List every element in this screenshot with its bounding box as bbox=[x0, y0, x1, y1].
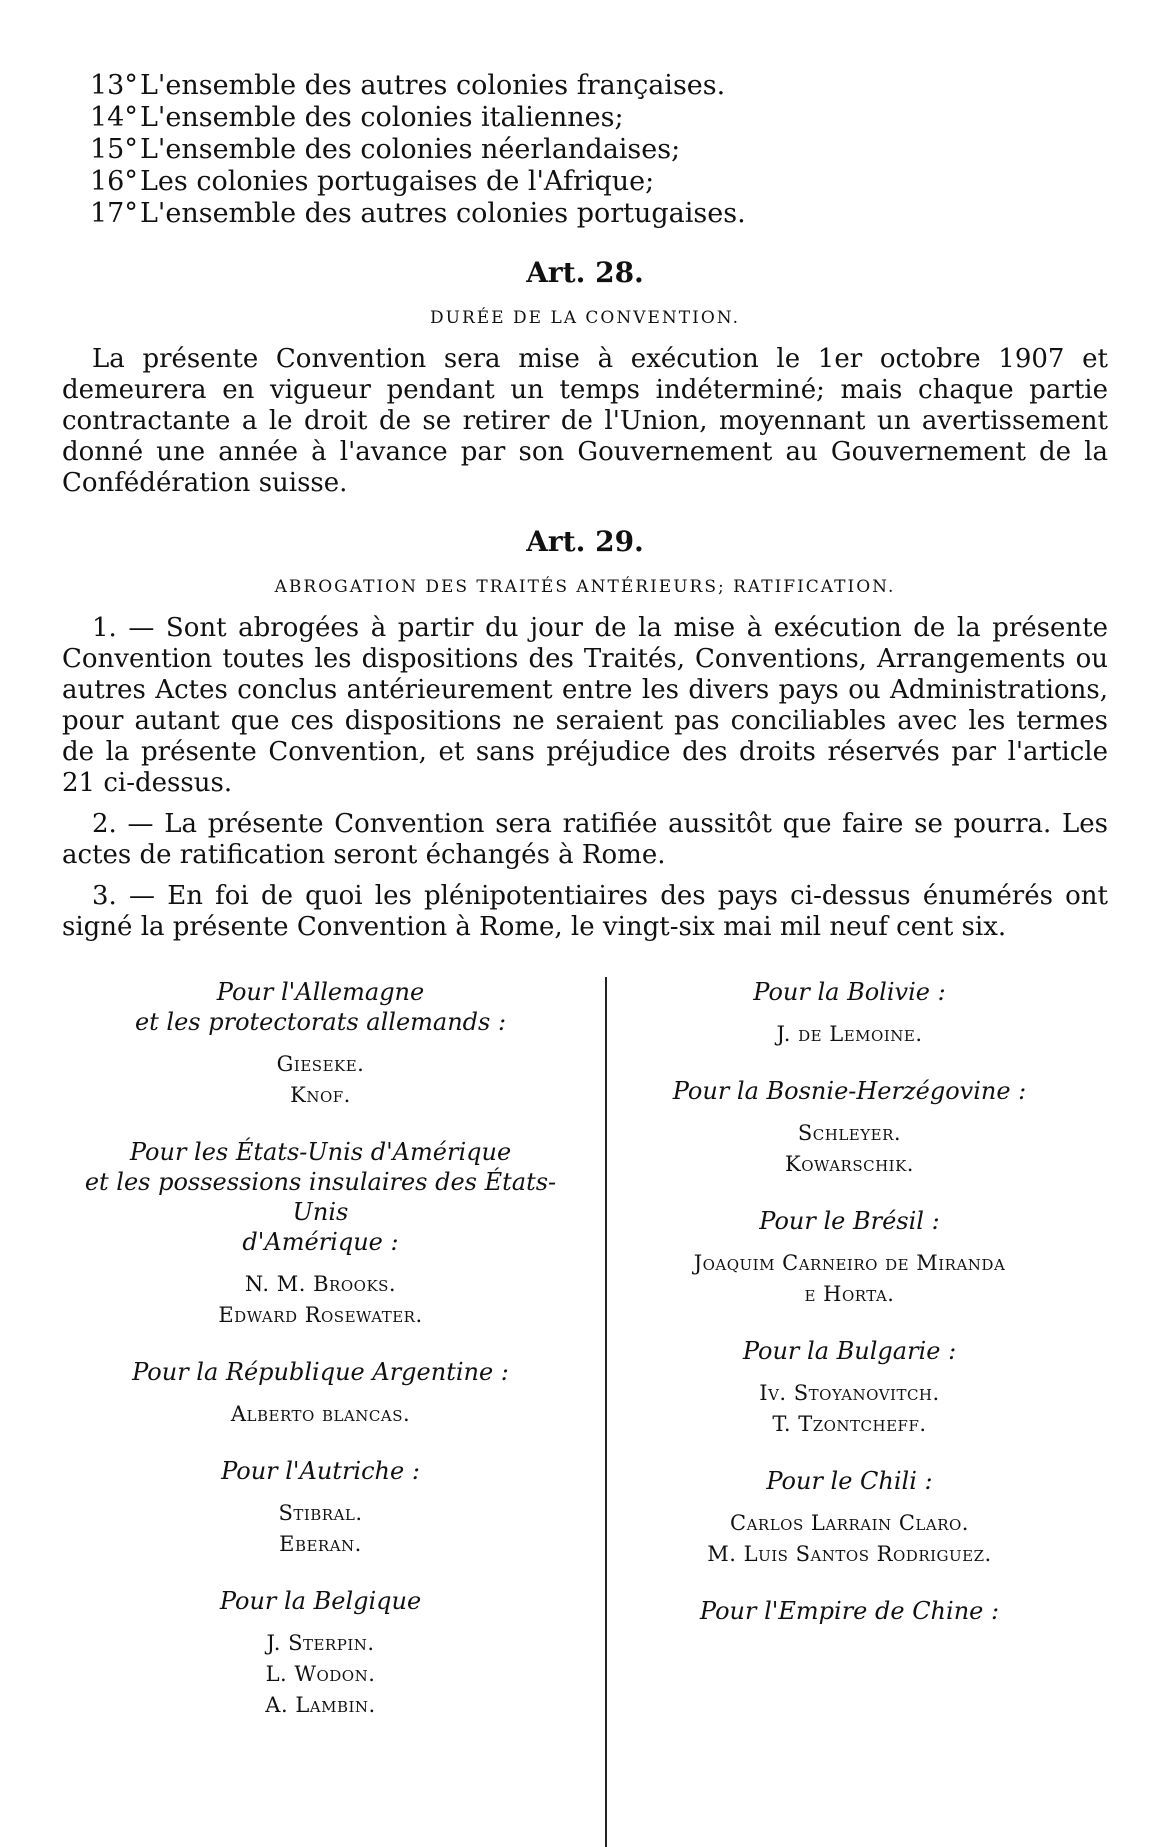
signatory-name: e Horta. bbox=[804, 1282, 895, 1306]
signatory-name: M. Luis Santos Rodriguez. bbox=[707, 1542, 992, 1566]
enum-number: 14° bbox=[90, 102, 138, 133]
signatory-country: Pour le Chili : bbox=[766, 1467, 933, 1495]
article-29-paragraph-2: 2. — La présente Convention sera ratifiée aussitôt que faire se pourra. Les actes de ratification seront échangés à Rome. bbox=[62, 809, 1108, 870]
signatory-names bbox=[62, 1498, 579, 1560]
signatory-names bbox=[591, 1378, 1108, 1440]
article-29-paragraph-3: 3. — En foi de quoi les plénipotentiaires des pays ci-dessus énumérés ont signé la présente Convention à Rome, le vingt-six mai mil neuf cent six. bbox=[62, 881, 1108, 942]
signatory-country: Pour l'Allemagne et les protectorats allemands : bbox=[134, 978, 507, 1036]
enum-item bbox=[90, 102, 1108, 134]
signatory-name: Iv. Stoyanovitch. bbox=[759, 1381, 940, 1405]
signatory-name: L. Wodon. bbox=[265, 1662, 376, 1686]
enumeration-list bbox=[90, 70, 1108, 230]
signatory-country: Pour l'Autriche : bbox=[221, 1457, 420, 1485]
signatory-country: Pour la Bulgarie : bbox=[742, 1337, 957, 1365]
enum-item bbox=[90, 70, 1108, 102]
enum-text: L'ensemble des autres colonies portugaises. bbox=[140, 198, 746, 229]
enum-text: L'ensemble des colonies italiennes; bbox=[140, 102, 624, 133]
signatory-name: J. de Lemoine. bbox=[776, 1022, 923, 1046]
article-28-subtitle: DURÉE DE LA CONVENTION. bbox=[430, 308, 740, 328]
enum-number: 16° bbox=[90, 166, 138, 197]
column-divider bbox=[605, 977, 607, 1847]
signatory-name: A. Lambin. bbox=[265, 1693, 376, 1717]
signatory-name: T. Tzontcheff. bbox=[772, 1412, 927, 1436]
signatory-country: Pour la Belgique bbox=[219, 1587, 422, 1615]
signatory-name: Eberan. bbox=[279, 1532, 362, 1556]
signatory-names bbox=[591, 1019, 1108, 1050]
signatory-name: Carlos Larrain Claro. bbox=[730, 1511, 969, 1535]
signatory-country: Pour la République Argentine : bbox=[132, 1358, 509, 1386]
signatory-name: J. Sterpin. bbox=[266, 1631, 375, 1655]
signatory-name: Kowarschik. bbox=[785, 1152, 914, 1176]
signatory-names bbox=[62, 1049, 579, 1111]
signatory-country: Pour le Brésil : bbox=[759, 1207, 940, 1235]
signatures-block bbox=[62, 977, 1108, 1721]
signatory-names bbox=[591, 1248, 1108, 1310]
article-29-subtitle: ABROGATION DES TRAITÉS ANTÉRIEURS; RATIFICATION. bbox=[274, 577, 896, 597]
signatory-names bbox=[591, 1508, 1108, 1570]
signatory-names bbox=[591, 1118, 1108, 1180]
enum-text: Les colonies portugaises de l'Afrique; bbox=[140, 166, 655, 197]
enum-text: L'ensemble des autres colonies françaises. bbox=[140, 70, 726, 101]
signatory-name: Gieseke. bbox=[276, 1052, 365, 1076]
signatures-left-column bbox=[62, 977, 585, 1721]
enum-text: L'ensemble des colonies néerlandaises; bbox=[140, 134, 681, 165]
signatory-name: Edward Rosewater. bbox=[218, 1303, 423, 1327]
enum-number: 17° bbox=[90, 198, 138, 229]
signatory-country: Pour les États-Unis d'Amérique et les possessions insulaires des États-Unis d'Amérique : bbox=[84, 1138, 557, 1256]
article-29-paragraph-1: 1. — Sont abrogées à partir du jour de la mise à exécution de la présente Convention toutes les dispositions des Traités, Conventions, Arrangements ou autres Actes conclus antérieurement entre les divers pays ou Administrations, pour autant que ces dispositions ne seraient pas conciliables avec les termes de la présente Convention, et sans préjudice des droits réservés par l'article 21 ci-dessus. bbox=[62, 613, 1108, 798]
enum-number: 15° bbox=[90, 134, 138, 165]
enum-item bbox=[90, 198, 1108, 230]
signatory-country: Pour l'Empire de Chine : bbox=[699, 1597, 1000, 1625]
enum-item bbox=[90, 134, 1108, 166]
signatory-names bbox=[62, 1628, 579, 1721]
signatory-name: Stibral. bbox=[278, 1501, 363, 1525]
signatory-names bbox=[62, 1269, 579, 1331]
signatory-names bbox=[62, 1399, 579, 1430]
signatures-right-column bbox=[585, 977, 1108, 1721]
enum-number: 13° bbox=[90, 70, 138, 101]
enum-item bbox=[90, 166, 1108, 198]
signatory-name: Schleyer. bbox=[797, 1121, 902, 1145]
signatory-country: Pour la Bolivie : bbox=[753, 978, 946, 1006]
signatory-name: Joaquim Carneiro de Miranda bbox=[693, 1251, 1006, 1275]
signatory-name: N. M. Brooks. bbox=[244, 1272, 397, 1296]
article-29-title: Art. 29. bbox=[526, 525, 644, 558]
article-28-title: Art. 28. bbox=[526, 256, 644, 289]
article-28-text: La présente Convention sera mise à exécution le 1er octobre 1907 et demeurera en vigueur pendant un temps indéterminé; mais chaque partie contractante a le droit de se retirer de l'Union, moyennant un avertissement donné une année à l'avance par son Gouvernement au Gouvernement de la Confédération suisse. bbox=[62, 344, 1108, 498]
signatory-country: Pour la Bosnie-Herzégovine : bbox=[672, 1077, 1027, 1105]
signatory-name: Alberto blancas. bbox=[230, 1402, 411, 1426]
signatory-name: Knof. bbox=[290, 1083, 351, 1107]
